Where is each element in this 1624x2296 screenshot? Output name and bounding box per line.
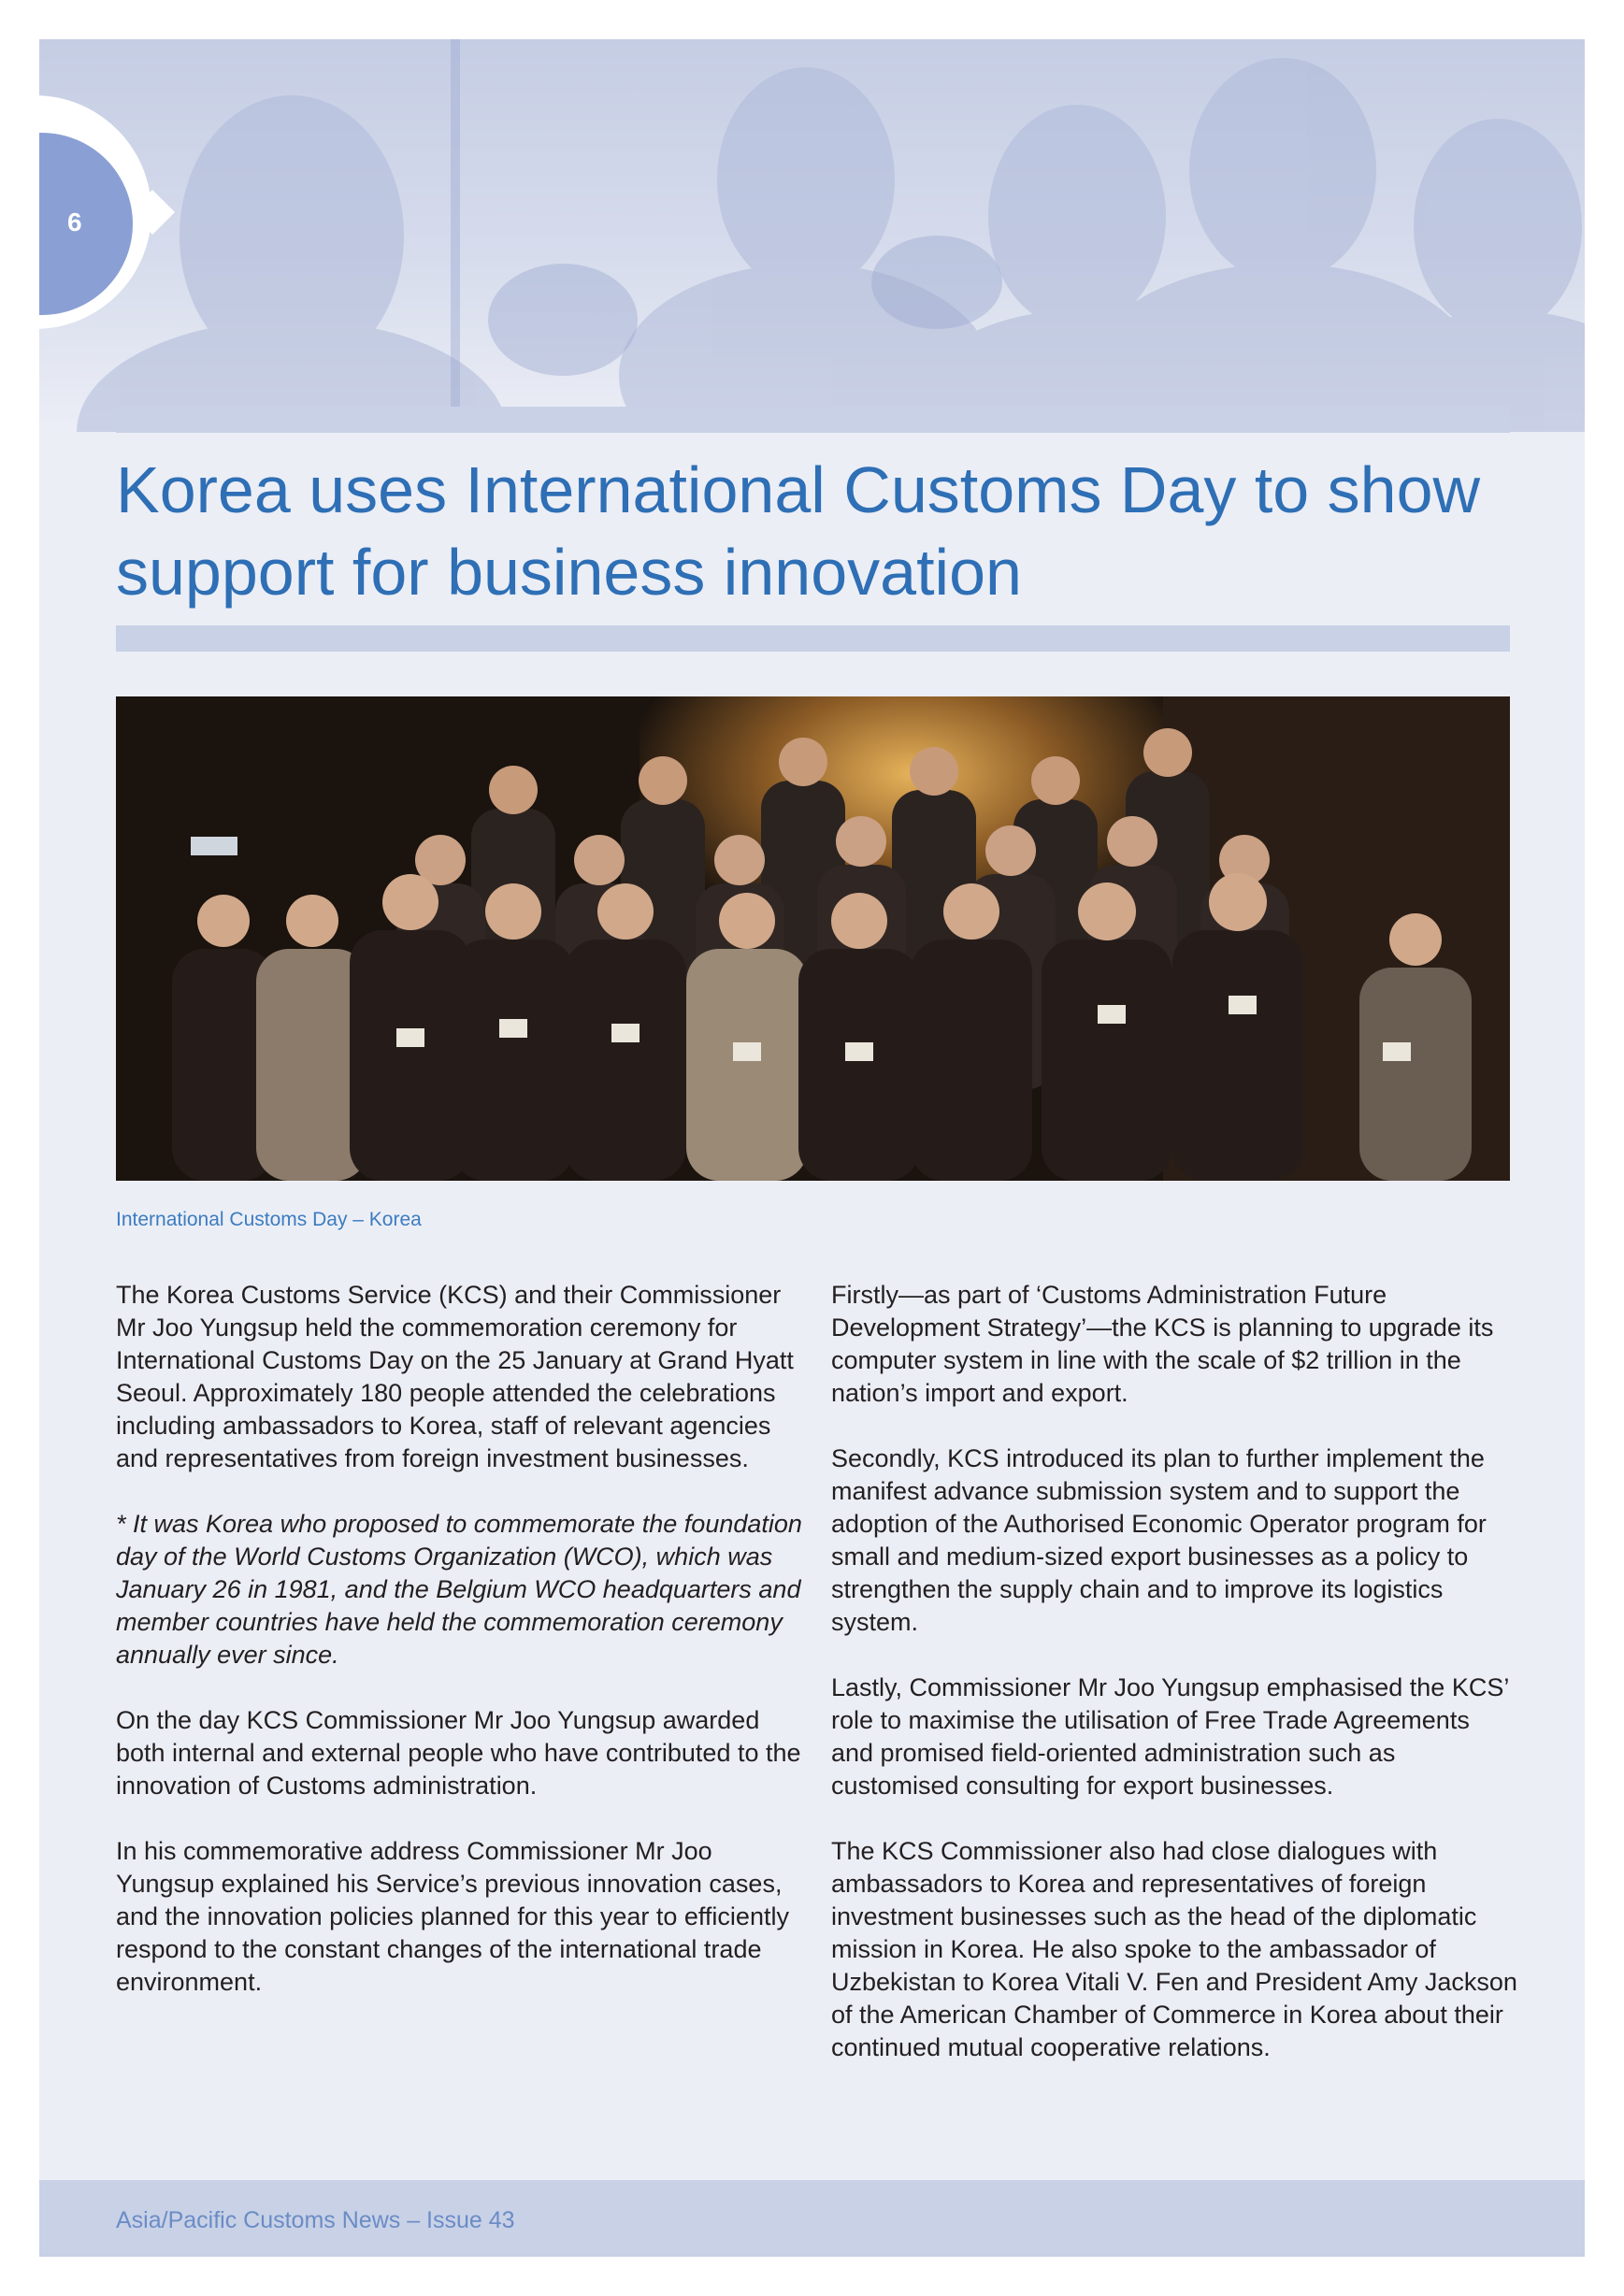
body-paragraph: Secondly, KCS introduced its plan to further implement the manifest advance submission system and to support the adoption of the Authorised Economic Operator program for small and medium-sized export businesses as a policy to strengthen the supply chain and to improve its logistics system. (831, 1444, 1487, 1636)
banner-people-watermark (39, 39, 1585, 432)
footer-publication: Asia/Pacific Customs News – Issue 43 (116, 2207, 515, 2233)
body-paragraph: On the day KCS Commissioner Mr Joo Yungsup awarded both internal and external people who have contributed to the innovation of Customs administration. (116, 1706, 801, 1800)
body-paragraph: The Korea Customs Service (KCS) and their Commissioner Mr Joo Yungsup held the commemoration ceremony for International Customs Day on the 25 January at Grand Hyatt Seoul. Approximately 180 people attended the celebrations including ambassadors to Korea, staff of relevant agencies and representatives from foreign investment businesses. (116, 1281, 794, 1472)
page-number: 6 (67, 208, 82, 237)
header-banner-image (39, 39, 1585, 432)
page-footer (39, 2180, 1585, 2257)
body-paragraph-note: * It was Korea who proposed to commemorate the foundation day of the World Customs Organization (WCO), which was January 26 in 1981, and the Belgium WCO headquarters and member countries have held the commemoration ceremony annually ever since. (116, 1510, 802, 1669)
group-photo (116, 696, 1510, 1181)
photo-caption: International Customs Day – Korea (116, 1209, 422, 1230)
body-paragraph: Firstly—as part of ‘Customs Administration Future Development Strategy’—the KCS is planning to upgrade its computer system in line with the scale of $2 trillion in the nation’s import and export. (831, 1281, 1494, 1407)
group-photo-illustration (116, 696, 1510, 1181)
title-rule-bottom (116, 625, 1510, 652)
article-title: Korea uses International Customs Day to show support for business innovation (116, 453, 1481, 609)
body-paragraph: In his commemorative address Commissioner Mr Joo Yungsup explained his Service’s previous innovation cases, and the innovation policies planned for this year to efficiently respond to the constant changes of the international trade environment. (116, 1837, 789, 1996)
body-paragraph: The KCS Commissioner also had close dialogues with ambassadors to Korea and representatives of foreign investment businesses such as the head of the diplomatic mission in Korea. He also spoke to the ambassador of Uzbekistan to Korea Vitali V. Fen and President Amy Jackson of the American Chamber of Commerce in Korea about their continued mutual cooperative relations. (831, 1837, 1517, 2061)
title-rule-top (116, 407, 1510, 433)
page (39, 39, 1585, 2257)
body-column-right (831, 1279, 1518, 2097)
body-column-left (116, 1279, 803, 2031)
body-paragraph: Lastly, Commissioner Mr Joo Yungsup emphasised the KCS’ role to maximise the utilisation of Free Trade Agreements and promised field-oriented administration such as customised consulting for export businesses. (831, 1673, 1509, 1800)
